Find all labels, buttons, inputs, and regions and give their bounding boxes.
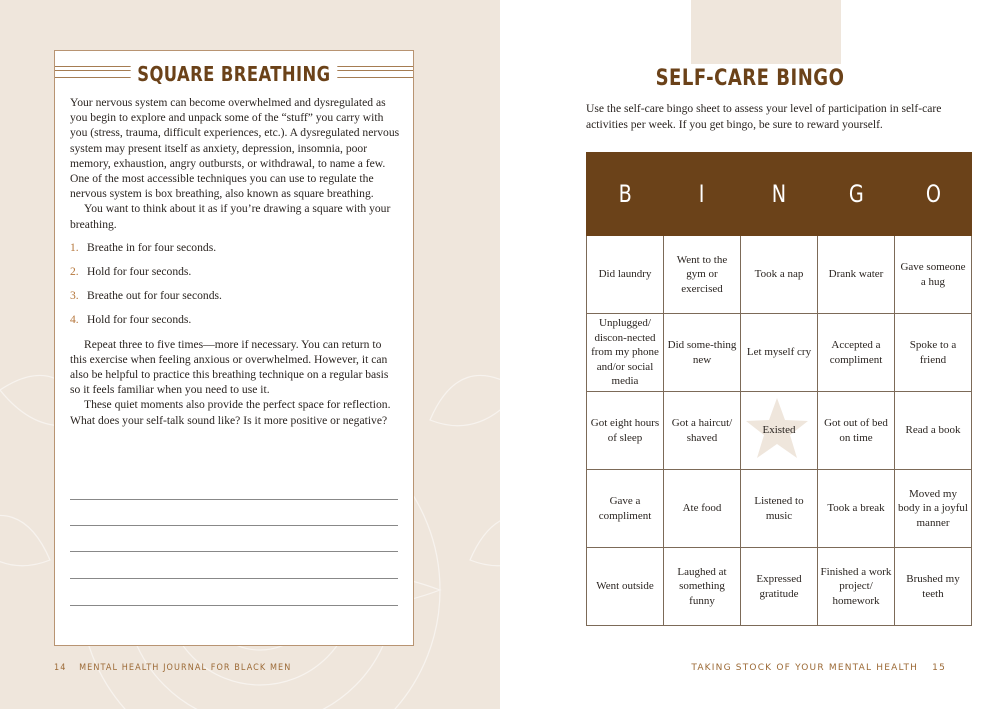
page-tab xyxy=(691,0,841,64)
bingo-cell[interactable]: Brushed my teeth xyxy=(895,548,972,626)
bingo-cell[interactable]: Spoke to a friend xyxy=(895,314,972,392)
bingo-cell[interactable]: Expressed gratitude xyxy=(741,548,818,626)
bingo-cell[interactable]: Gave someone a hug xyxy=(895,236,972,314)
writing-line[interactable] xyxy=(70,605,398,606)
bingo-cell[interactable]: Got a haircut/ shaved xyxy=(664,392,741,470)
table-row xyxy=(587,392,972,470)
bingo-header-row xyxy=(587,153,972,236)
step-text: Hold for four seconds. xyxy=(87,313,192,327)
free-space-cell[interactable] xyxy=(741,392,818,470)
running-title: MENTAL HEALTH JOURNAL FOR BLACK MEN xyxy=(79,663,292,673)
table-row xyxy=(587,548,972,626)
intro-paragraph: Your nervous system can become overwhelmed and dysregulated as you begin to explore and unpack some of the “stuff” you carry with you (stress, trauma, difficult experiences, etc.). A dysregulated nervous system may present itself as anxiety, depression, insomnia, poor memory, exhaustion, angry outbursts, or withdrawal, to name a few. One of the most accessible techniques you can use to regulate the nervous system is box breathing, also known as square breathing. xyxy=(70,96,400,201)
bingo-cell[interactable]: Ate food xyxy=(664,470,741,548)
page-number: 14 xyxy=(54,663,67,673)
bingo-card xyxy=(586,152,972,626)
reflection-paragraph: These quiet moments also provide the perfect space for reflection. What does your self-talk sound like? Is it more positive or negative? xyxy=(70,398,391,427)
writing-line[interactable] xyxy=(70,499,398,500)
table-row xyxy=(587,236,972,314)
bingo-cell[interactable]: Did some-thing new xyxy=(664,314,741,392)
bingo-letter-g: G xyxy=(818,153,895,236)
square-paragraph: You want to think about it as if you’re drawing a square with your breathing. xyxy=(70,202,391,231)
breathing-steps xyxy=(70,240,400,328)
table-row xyxy=(587,314,972,392)
bingo-cell[interactable]: Did laundry xyxy=(587,236,664,314)
writing-line[interactable] xyxy=(70,551,398,552)
step-text: Breathe in for four seconds. xyxy=(87,240,217,254)
bingo-letter-b: B xyxy=(587,153,664,236)
bingo-cell[interactable]: Took a break xyxy=(818,470,895,548)
step-text: Hold for four seconds. xyxy=(87,265,192,279)
bingo-cell[interactable]: Went to the gym or exercised xyxy=(664,236,741,314)
free-space-label: Existed xyxy=(762,424,796,437)
running-title: TAKING STOCK OF YOUR MENTAL HEALTH xyxy=(691,663,919,673)
bingo-letter-i: I xyxy=(664,153,741,236)
writing-line[interactable] xyxy=(70,525,398,526)
card-body xyxy=(70,95,400,428)
table-row xyxy=(587,470,972,548)
list-item xyxy=(70,312,400,327)
bingo-cell[interactable]: Drank water xyxy=(818,236,895,314)
bingo-cell[interactable]: Moved my body in a joyful manner xyxy=(895,470,972,548)
intro-paragraph: Use the self-care bingo sheet to assess your level of participation in self-care activities per week. If you get bingo, be sure to reward yourself. xyxy=(586,102,942,131)
step-number: 2. xyxy=(70,265,79,279)
left-footer xyxy=(54,663,291,673)
bingo-cell[interactable]: Finished a work project/ homework xyxy=(818,548,895,626)
bingo-cell[interactable]: Unplugged/ discon-nected from my phone and/or social media xyxy=(587,314,664,392)
bingo-letter-o: O xyxy=(895,153,972,236)
bingo-cell[interactable]: Went outside xyxy=(587,548,664,626)
step-number: 4. xyxy=(70,313,79,327)
bingo-cell[interactable]: Gave a compliment xyxy=(587,470,664,548)
right-footer xyxy=(691,663,946,673)
bingo-cell[interactable]: Got eight hours of sleep xyxy=(587,392,664,470)
page-number: 15 xyxy=(932,663,946,673)
step-text: Breathe out for four seconds. xyxy=(87,289,222,303)
step-number: 1. xyxy=(70,240,79,254)
bingo-cell[interactable]: Listened to music xyxy=(741,470,818,548)
bingo-cell[interactable]: Took a nap xyxy=(741,236,818,314)
bingo-cell[interactable]: Let myself cry xyxy=(741,314,818,392)
page-title: SELF-CARE BINGO xyxy=(655,66,845,91)
bingo-cell[interactable]: Read a book xyxy=(895,392,972,470)
bingo-cell[interactable]: Laughed at something funny xyxy=(664,548,741,626)
repeat-paragraph: Repeat three to five times—more if necessary. You can return to this exercise when feeling anxious or overwhelmed. However, it can also be helpful to practice this breathing technique on a regular basis so it feels familiar when you need to use it. xyxy=(70,337,389,397)
bingo-letter-n: N xyxy=(741,153,818,236)
bingo-cell[interactable]: Got out of bed on time xyxy=(818,392,895,470)
bingo-cell[interactable]: Accepted a compliment xyxy=(818,314,895,392)
list-item xyxy=(70,240,400,255)
list-item xyxy=(70,264,400,279)
list-item xyxy=(70,288,400,303)
page-title: SQUARE BREATHING xyxy=(131,59,337,89)
square-breathing-card xyxy=(54,50,414,646)
right-page xyxy=(500,0,1000,709)
writing-line[interactable] xyxy=(70,578,398,579)
step-number: 3. xyxy=(70,289,79,303)
